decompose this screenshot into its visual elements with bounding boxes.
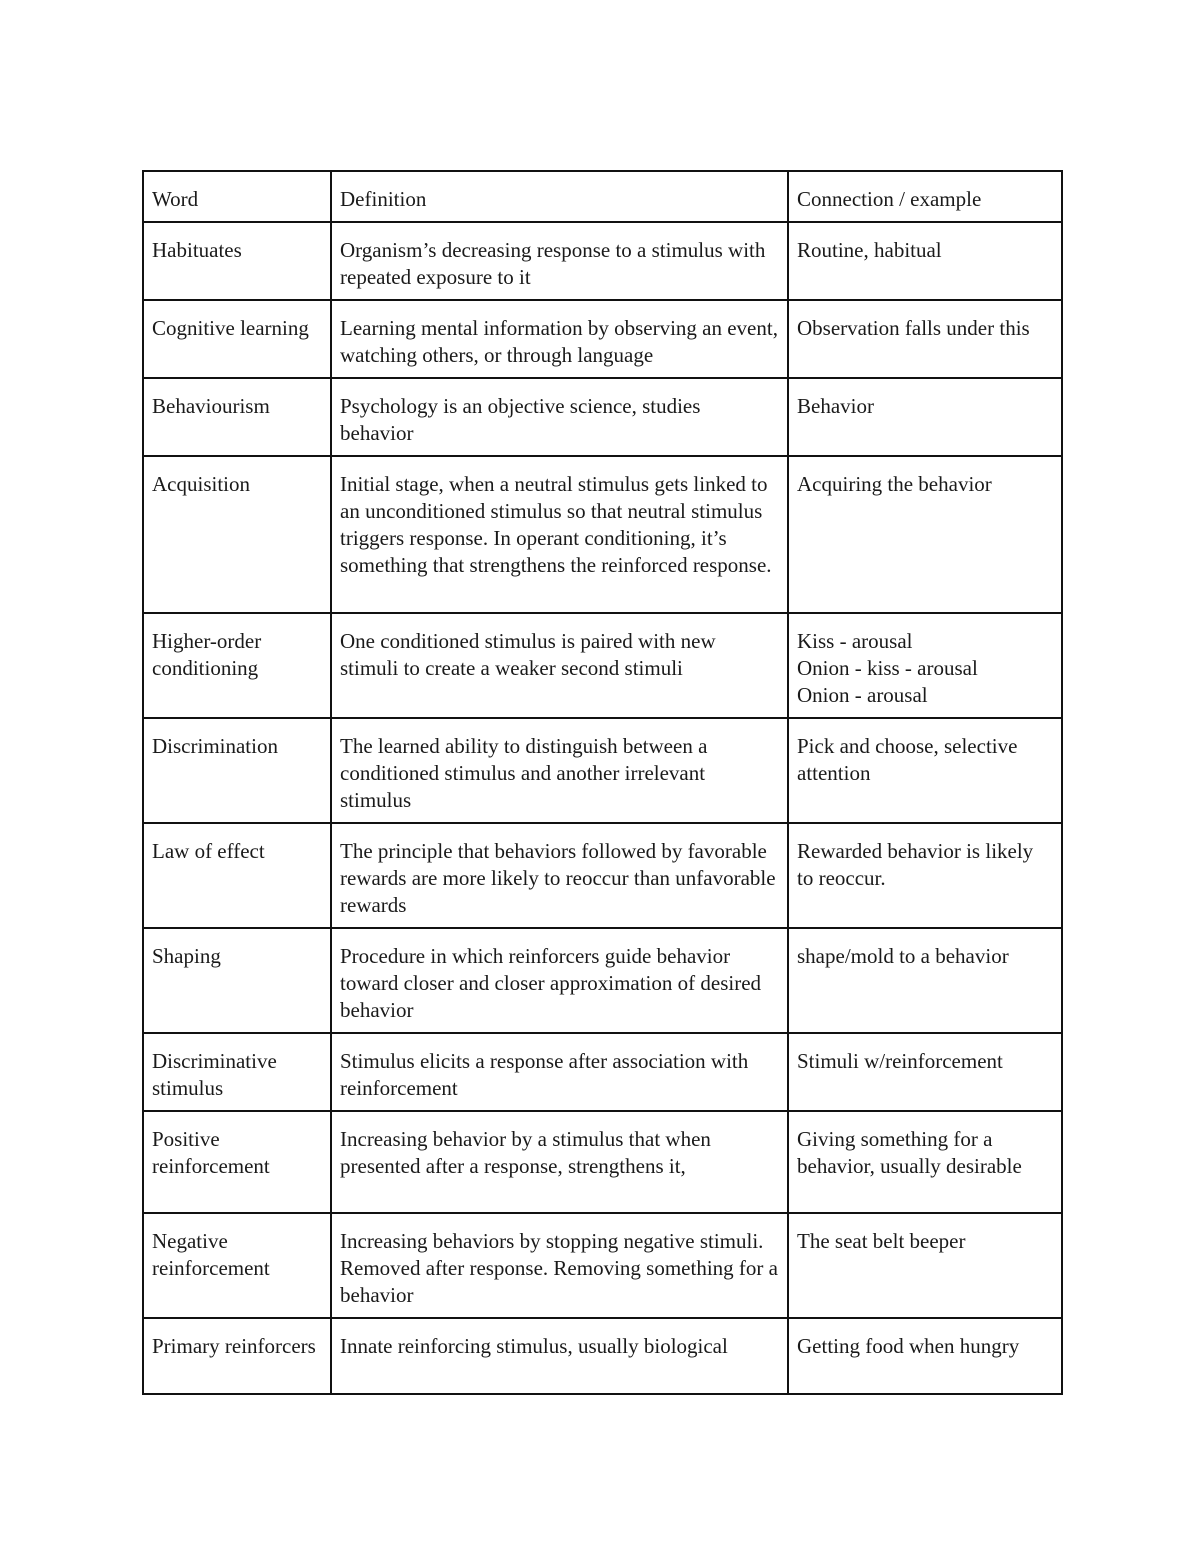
connection-line: Observation falls under this xyxy=(797,316,1030,340)
connection-cell xyxy=(788,1318,1062,1394)
connection-cell xyxy=(788,718,1062,823)
table-row xyxy=(143,300,1062,378)
header-word: Word xyxy=(143,171,331,222)
connection-line: Behavior xyxy=(797,394,874,418)
table-row xyxy=(143,928,1062,1033)
table-row xyxy=(143,823,1062,928)
connection-line: Stimuli w/reinforcement xyxy=(797,1049,1003,1073)
header-definition: Definition xyxy=(331,171,788,222)
definition-cell: Initial stage, when a neutral stimulus gets linked to an unconditioned stimulus so that neutral stimulus triggers response. In operant conditioning, it’s something that strengthens the reinforced response. xyxy=(331,456,788,613)
connection-line: Onion - kiss - arousal xyxy=(797,656,978,680)
table-row xyxy=(143,718,1062,823)
connection-line: shape/mold to a behavior xyxy=(797,944,1009,968)
connection-cell xyxy=(788,378,1062,456)
word-cell: Law of effect xyxy=(143,823,331,928)
connection-cell xyxy=(788,1213,1062,1318)
table-row xyxy=(143,222,1062,300)
connection-line: Routine, habitual xyxy=(797,238,942,262)
definition-cell: Increasing behavior by a stimulus that when presented after a response, strengthens it, xyxy=(331,1111,788,1213)
header-row xyxy=(143,171,1062,222)
definition-cell: Innate reinforcing stimulus, usually biological xyxy=(331,1318,788,1394)
definition-cell: Increasing behaviors by stopping negative stimuli. Removed after response. Removing something for a behavior xyxy=(331,1213,788,1318)
connection-line: Rewarded behavior is likely to reoccur. xyxy=(797,839,1034,890)
word-cell: Positive reinforcement xyxy=(143,1111,331,1213)
vocabulary-table xyxy=(142,170,1063,1395)
definition-cell: The principle that behaviors followed by favorable rewards are more likely to reoccur than unfavorable rewards xyxy=(331,823,788,928)
connection-cell xyxy=(788,1033,1062,1111)
connection-cell xyxy=(788,222,1062,300)
connection-line: Acquiring the behavior xyxy=(797,472,992,496)
connection-cell xyxy=(788,456,1062,613)
table-row xyxy=(143,613,1062,718)
connection-cell xyxy=(788,300,1062,378)
connection-cell xyxy=(788,823,1062,928)
definition-cell: Stimulus elicits a response after association with reinforcement xyxy=(331,1033,788,1111)
definition-cell: Organism’s decreasing response to a stimulus with repeated exposure to it xyxy=(331,222,788,300)
table-row xyxy=(143,456,1062,613)
connection-line: Pick and choose, selective attention xyxy=(797,734,1018,785)
connection-line: The seat belt beeper xyxy=(797,1229,966,1253)
word-cell: Shaping xyxy=(143,928,331,1033)
table-row xyxy=(143,1213,1062,1318)
connection-line: Giving something for a behavior, usually desirable xyxy=(797,1127,1022,1178)
definition-cell: One conditioned stimulus is paired with new stimuli to create a weaker second stimuli xyxy=(331,613,788,718)
connection-cell xyxy=(788,613,1062,718)
header-connection: Connection / example xyxy=(788,171,1062,222)
word-cell: Acquisition xyxy=(143,456,331,613)
connection-line: Kiss - arousal xyxy=(797,629,913,653)
word-cell: Negative reinforcement xyxy=(143,1213,331,1318)
connection-line: Getting food when hungry xyxy=(797,1334,1020,1358)
table-row xyxy=(143,378,1062,456)
vocabulary-table-body xyxy=(143,171,1062,1394)
definition-cell: Procedure in which reinforcers guide behavior toward closer and closer approximation of desired behavior xyxy=(331,928,788,1033)
connection-cell xyxy=(788,1111,1062,1213)
word-cell: Discrimination xyxy=(143,718,331,823)
word-cell: Primary reinforcers xyxy=(143,1318,331,1394)
word-cell: Cognitive learning xyxy=(143,300,331,378)
definition-cell: Psychology is an objective science, studies behavior xyxy=(331,378,788,456)
word-cell: Behaviourism xyxy=(143,378,331,456)
table-row xyxy=(143,1318,1062,1394)
table-row xyxy=(143,1111,1062,1213)
connection-line: Onion - arousal xyxy=(797,683,928,707)
word-cell: Higher-order conditioning xyxy=(143,613,331,718)
table-row xyxy=(143,1033,1062,1111)
word-cell: Habituates xyxy=(143,222,331,300)
definition-cell: The learned ability to distinguish between a conditioned stimulus and another irrelevant stimulus xyxy=(331,718,788,823)
word-cell: Discriminative stimulus xyxy=(143,1033,331,1111)
connection-cell xyxy=(788,928,1062,1033)
definition-cell: Learning mental information by observing an event, watching others, or through language xyxy=(331,300,788,378)
